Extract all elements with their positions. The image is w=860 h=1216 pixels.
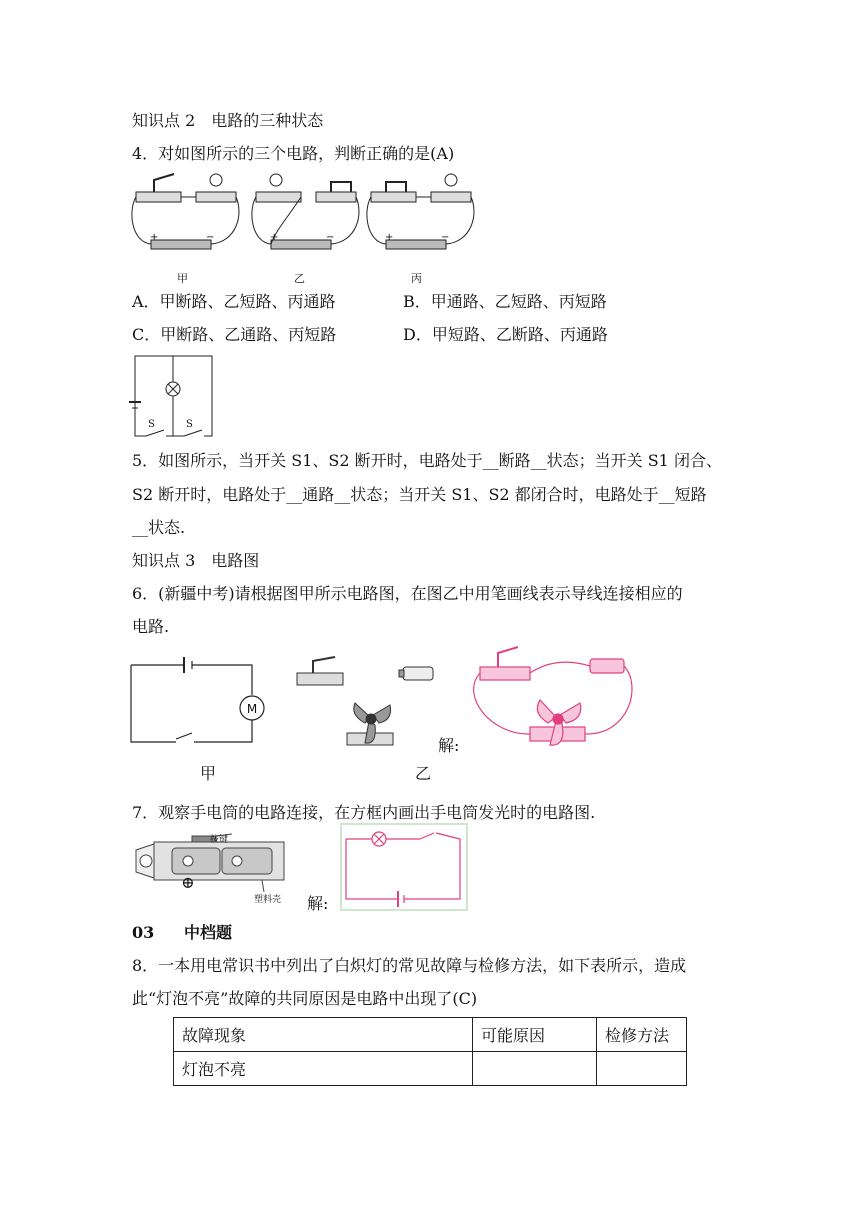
q4-label-yi: 乙 — [294, 272, 305, 285]
level-name: 中档题 — [184, 923, 233, 942]
motor-symbol: M — [246, 702, 258, 716]
q4-circuits-figure — [126, 170, 506, 285]
svg-text:⊕: ⊕ — [181, 873, 195, 892]
section-heading: 知识点 3 电路图 — [132, 551, 260, 570]
question-4-stem: 4．对如图所示的三个电路，判断正确的是(A) — [132, 144, 455, 163]
q4-label-bing: 丙 — [411, 272, 422, 285]
q5-line-1: 5．如图所示，当开关 S1、S2 断开时，电路处于__断路__状态；当开关 S1 闭合、 — [132, 451, 722, 470]
q6-label-yi: 乙 — [415, 764, 432, 783]
q7-flashlight-figure — [132, 832, 300, 916]
level-number: 03 — [132, 923, 155, 942]
q6-components-yi — [295, 655, 445, 755]
q7-stem: 7．观察手电筒的电路连接，在方框内画出手电筒发光时的电路图. — [132, 803, 596, 822]
q6-line-2: 电路. — [132, 617, 170, 636]
section-heading: 知识点 2 电路的三种状态 — [132, 111, 324, 130]
q7-label-button: 按键 — [210, 835, 229, 845]
q6-schematic-jia — [128, 655, 268, 747]
q7-label-shell: 塑料壳 — [254, 895, 282, 905]
table-header-cell: 检修方法 — [597, 1018, 687, 1052]
q4-label-jia: 甲 — [177, 272, 188, 285]
q4-option-c: C．甲断路、乙通路、丙短路 — [132, 325, 337, 344]
table-cell: 灯泡不亮 — [174, 1052, 473, 1086]
q5-switch-label-s2: S — [186, 419, 193, 430]
fault-table — [173, 1017, 687, 1086]
q5-circuit-diagram — [126, 352, 218, 440]
q6-answer-wiring — [470, 645, 640, 750]
svg-text:−: − — [326, 232, 335, 243]
q7-answer-label: 解: — [307, 894, 329, 913]
table-header-cell: 可能原因 — [473, 1018, 597, 1052]
table-row — [174, 1052, 687, 1086]
q8-line-1: 8．一本用电常识书中列出了白炽灯的常见故障与检修方法，如下表所示，造成 — [132, 956, 687, 975]
svg-text:+: + — [270, 232, 279, 243]
q6-answer-label: 解: — [438, 736, 460, 755]
svg-text:−: − — [206, 232, 215, 243]
q6-label-jia: 甲 — [200, 764, 217, 783]
q5-line-3: __状态. — [132, 518, 186, 537]
q4-option-d: D．甲短路、乙断路、丙通路 — [403, 325, 608, 344]
q5-line-2: S2 断开时，电路处于__通路__状态；当开关 S1、S2 都闭合时，电路处于__短路 — [132, 485, 707, 504]
svg-text:−: − — [441, 232, 450, 243]
q4-option-b: B．甲通路、乙短路、丙短路 — [403, 292, 607, 311]
svg-text:+: + — [150, 232, 159, 243]
svg-text:+: + — [385, 232, 394, 243]
q7-answer-circuit — [340, 823, 468, 911]
table-header-row — [174, 1018, 687, 1052]
q4-option-a: A．甲断路、乙短路、丙通路 — [132, 292, 336, 311]
q6-line-1: 6．(新疆中考)请根据图甲所示电路图，在图乙中用笔画线表示导线连接相应的 — [132, 584, 683, 603]
q8-line-2: 此“灯泡不亮”故障的共同原因是电路中出现了(C) — [132, 989, 478, 1008]
table-header-cell: 故障现象 — [174, 1018, 473, 1052]
table-cell — [597, 1052, 687, 1086]
table-cell — [473, 1052, 597, 1086]
q5-switch-label-s1: S — [148, 419, 155, 430]
